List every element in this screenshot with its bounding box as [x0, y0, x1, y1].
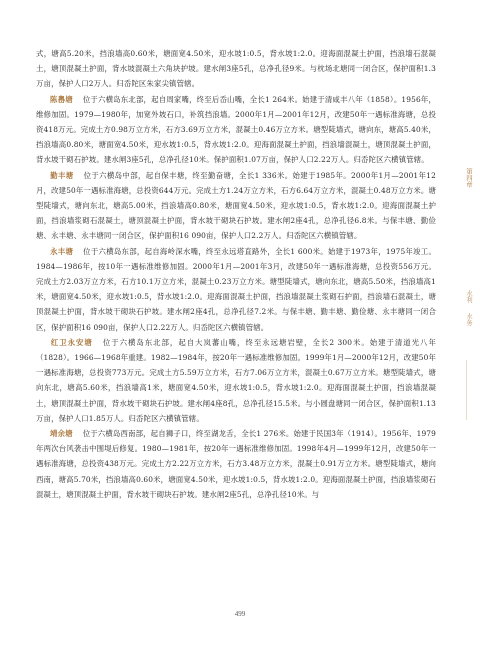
entry-paragraph: [36, 92, 436, 168]
sidebar-section-label: 水利: [465, 290, 473, 303]
entry-heading: 红卫永安塘: [50, 337, 93, 347]
sidebar-chapter-label: 第四章: [465, 168, 473, 188]
page-number: 499: [234, 610, 246, 618]
sidebar-subsection-label: 水务: [465, 313, 473, 326]
entry-text: 位于六横岛东北部，起自大岚蕃山嘴，终至永远塘岩壁，全长2 300米。始建于清道光八年（1828）。1966—1968年重建。1982—1984年，按20年一遇标准维修加固。1999年1月—2000年12月，改建50年一遇标准海塘，总投资773万元。完成土方5.59万立方米，石方7.06万立方米，混凝土0.67万立方米。塘型陡墙式，塘向东北，塘高5.60米，挡浪墙高1米，塘面宽4.50米，迎水坡1:0.5，背水坡1:2.0。迎海面混凝土护面，挡浪墙混凝土，塘顶混凝土护面，背水坡干砌块石护坡。建水闸4座8孔，总净孔径15.5米。与小圆盘塘同一闭合区，保护面积1.13万亩，保护人口1.85万人。归岙陀区六横镇管辖。: [36, 337, 436, 423]
entry-heading: 陈嶴塘: [50, 94, 73, 104]
entry-paragraph: [36, 335, 436, 426]
entry-text: 位于六横岛东北部，起自周家嘴，终至后岙山嘴，全长1 264米。始建于清咸丰八年（1858）。1956年，维修加固。1979—1980年，加宽外坡石口，补筑挡浪墙。2000年1月—2001年12月，改建50年一遇标准海塘，总投资418万元。完成土方0.98万立方米，石方3.69万立方米，混凝土0.46万立方米。塘型陡墙式，塘向东，塘高5.40米，挡浪墙高0.80米，塘面宽4.50米，迎水坡1:0.5，背水坡1:2.0。迎海面混凝土护面，挡浪墙混凝土，塘顶混凝土护面，背水坡干砌石护坡。建水闸3座5孔，总净孔径10米。保护面积1.07万亩，保护人口2.22万人。归岙陀区六横镇管辖。: [36, 94, 436, 165]
entry-text: 位于六横岛中部，起自保丰塘，终至勤奋塘，全长1 336米。始建于1985年。2000年1月—2001年12月，改建50年一遇标准海塘，总投资644万元。完成土方1.24万立方米，石方6.64万立方米，混凝土0.48万立方米。塘型陡墙式，塘向东北，塘高5.00米，挡浪墙高0.80米，塘面宽4.50米，迎水坡1:0.5，背水坡1:2.0。迎海面混凝土护面，挡浪墙浆砌石混凝土，塘顶混凝土护面，背水坡干砌块石护坡。建水闸2座4孔，总净孔径6.8米。与保丰塘、勤俭塘、永丰塘、永丰塘同一闭合区，保护面积16 090亩，保护人口2.2万人。归岙陀区六横镇管辖。: [36, 170, 436, 241]
entry-heading: 勤丰塘: [50, 170, 74, 180]
page-body: [36, 46, 436, 502]
intro-paragraph: 式，塘高5.20米，挡浪墙高0.60米，塘面宽4.50米，迎水坡1:0.5，背水坡1:2.0。迎海面混凝土护面，挡浪墙石混凝土，塘顶混凝土护面，背水坡混凝土六角块护坡。建水闸3座5孔，总净孔径9米。与枕场北塘同一闭合区，保护面积1.3万亩，保护人口2万人。归岙陀区朱家尖镇管辖。: [36, 49, 436, 89]
entry-text: 位于六横岛西南部，起自狮子口，终至湖龙舌，全长1 276米。始建于民国3年（1914）。1956年、1979年两次台风袭击中围堤后修复。1980—1981年，按20年一遇标准维修加固。1998年4月—1999年12月，改建50年一遇标准海塘，总投资438万元。完成土方2.22万立方米，石方3.48万立方米，混凝土0.91万立方米。塘型陡墙式，塘向西南，塘高5.70米，挡浪墙高0.60米，塘面宽4.50米，迎水坡1:0.5，背水坡1:2.0。迎海面混凝土护面，挡浪墙浆砌石混凝土，塘顶混凝土护面，背水坡干砌块石护坡。建水闸2座5孔，总净孔径10米。与: [36, 429, 436, 499]
entry-paragraph: [36, 168, 436, 244]
sidebar-divider: [466, 360, 467, 420]
entry-paragraph: [36, 244, 436, 335]
entry-paragraph: [36, 426, 436, 502]
entry-text: 位于六横岛东部，起自海岭深水嘴，终至永远塔直路外，全长1 600米。始建于1973年，1975年竣工。1984—1986年，按10年一遇标准维修加固。2000年1月—2001年3月，改建50年一遇标准海塘，总投资556万元。完成土方2.03万立方米，石方10.1万立方米，混凝土0.23万立方米。塘型陡墙式，塘向东北，塘高5.50米，挡浪墙高1米，塘面宽4.50米，迎水坡1:0.5，背水坡1:2.0。迎海面混凝土护面，挡浪墙混凝土浆砌石护面，挡浪墙石混凝土，塘顶混凝土护面，背水坡干砌块石护坡。建水闸2座4孔，总净孔径7.2米。与保丰塘、勤丰塘、勤俭塘、永丰塘同一闭合区，保护面积16 090亩，保护人口2.22万人。归岙陀区六横镇管辖。: [36, 246, 436, 332]
entry-heading: 靖余塘: [50, 429, 73, 439]
entry-heading: 永丰塘: [50, 246, 74, 256]
